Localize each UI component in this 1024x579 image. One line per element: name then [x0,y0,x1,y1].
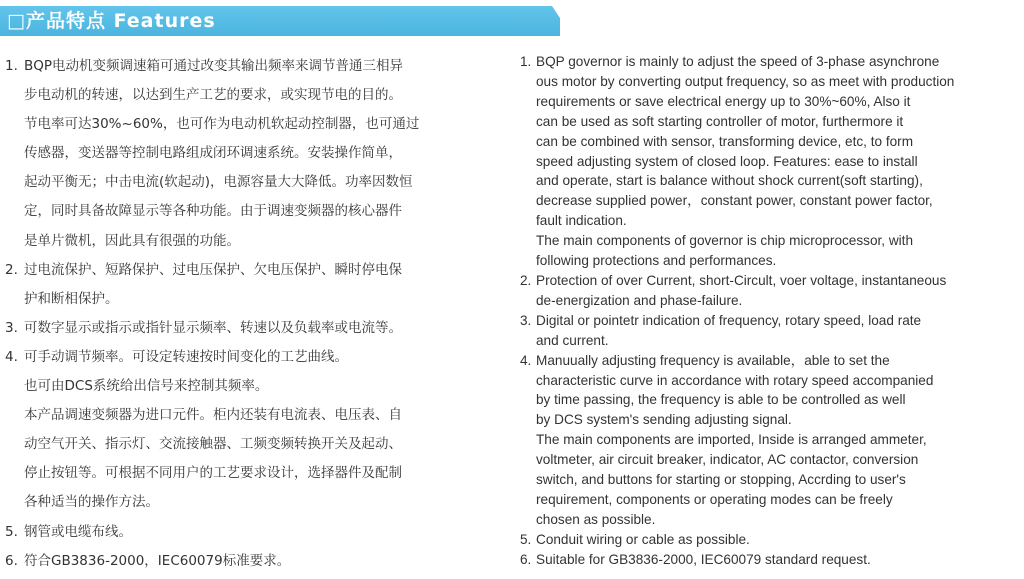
item-text-line: 节电率可达30%~60%，也可作为电动机软起动控制器，也可通过 [24,116,420,133]
item-text-line: 过电流保护、短路保护、过电压保护、欠电压保护、瞬时停电保 [24,261,402,278]
item-text [24,343,495,518]
item-number: 4. [5,348,18,365]
item-text-line: 各种适当的操作方法。 [24,494,159,511]
item-text-line: 也可由DCS系统给出信号来控制其频率。 [24,378,269,395]
features-list-chinese [5,52,495,576]
item-text [536,351,1010,530]
item-text-line: 护和断相保护。 [24,290,119,307]
item-number: 3. [520,312,532,328]
list-item [520,311,1010,351]
item-text-line: voltmeter, air circuit breaker, indicator, AC contactor, conversion [536,452,919,468]
item-number: 6. [5,552,18,569]
item-text-line: chosen as possible. [536,511,656,527]
item-text-line: ous motor by converting output frequency, so as meet with production [536,73,955,89]
item-text-line: 步电动机的转速，以达到生产工艺的要求，或实现节电的目的。 [24,87,402,104]
item-text-line: The main components of governor is chip microprocessor, with [536,233,914,249]
item-number: 1. [5,58,18,74]
item-text-line: de-energization and phase-failure. [536,292,743,308]
features-header-banner [0,6,560,36]
item-text-line: 动空气开关、指示灯、交流接触器、工频变频转换开关及起动、 [24,436,402,453]
item-text-line: BQP电动机变频调速箱可通过改变其输出频率来调节普通三相异 [24,58,404,74]
item-text-line: requirements or save electrical energy up to 30%~60%, Also it [536,93,911,109]
item-text-line: Protection of over Current, short-Circult, voer voltage, instantaneous [536,272,947,288]
list-item [5,343,495,518]
item-text-line: BQP governor is mainly to adjust the speed of 3-phase asynchrone [536,54,940,69]
section-title: □产品特点 Features [7,10,216,32]
item-number: 1. [520,54,532,69]
list-item [5,256,495,314]
list-item [5,52,495,256]
features-list-english [520,52,1010,570]
item-text [536,271,1010,311]
item-text [536,52,1010,271]
item-text-line: by time passing, the frequency is able to be controlled as well [536,392,906,408]
item-text [24,52,495,256]
item-text-line: characteristic curve in accordance with rotary speed accompanied [536,372,934,388]
list-item [5,518,495,547]
item-text-line: can be used as soft starting controller of motor, furthermore it [536,113,904,129]
item-text [536,550,1010,570]
list-item [520,351,1010,530]
item-number: 4. [520,352,532,368]
item-text [536,311,1010,351]
item-text-line: 钢管或电缆布线。 [24,523,132,540]
item-text-line: Suitable for GB3836-2000, IEC60079 standard request. [536,551,871,567]
item-number: 2. [5,261,18,278]
item-text-line: decrease supplied power，constant power, constant power factor, [536,193,933,209]
item-text [24,547,495,576]
item-text-line: 停止按钮等。可根据不同用户的工艺要求设计，选择器件及配制 [24,465,402,482]
item-text-line: Conduit wiring or cable as possible. [536,531,750,547]
item-text-line: Manuually adjusting frequency is available，able to set the [536,352,890,368]
item-text [24,314,495,343]
item-number: 2. [520,272,532,288]
item-text-line: and operate, start is balance without shock current(soft starting), [536,173,923,189]
item-number: 3. [5,319,18,336]
item-text-line: 起动平衡无；中击电流(软起动)，电源容量大大降低。功率因数恒 [24,174,413,191]
item-number: 5. [5,523,18,540]
item-text-line: 本产品调速变频器为进口元件。柜内还装有电流表、电压表、自 [24,407,402,424]
item-text-line: can be combined with sensor, transforming device, etc, to form [536,133,914,149]
item-text-line: and current. [536,332,609,348]
item-text-line: Digital or pointetr indication of frequency, rotary speed, load rate [536,312,922,328]
item-text-line: 符合GB3836-2000，IEC60079标准要求。 [24,552,291,569]
item-text-line: speed adjusting system of closed loop. Features: ease to install [536,153,918,169]
item-text-line: requirement, components or operating modes can be freely [536,491,893,507]
list-item [520,271,1010,311]
item-text [24,518,495,547]
item-text-line: 传感器，变送器等控制电路组成闭环调速系统。安装操作简单， [24,145,402,162]
item-text [24,256,495,314]
item-text [536,530,1010,550]
list-item [520,530,1010,550]
item-text-line: 可数字显示或指示或指针显示频率、转速以及负载率或电流等。 [24,319,402,336]
item-text-line: The main components are imported, Inside is arranged ammeter, [536,432,927,448]
item-text-line: fault indication. [536,213,627,229]
item-text-line: 可手动调节频率。可设定转速按时间变化的工艺曲线。 [24,348,348,365]
item-text-line: following protections and performances. [536,253,777,269]
list-item [5,314,495,343]
list-item [5,547,495,576]
item-text-line: switch, and buttons for starting or stopping, Accrding to user's [536,472,906,488]
item-text-line: 是单片微机，因此具有很强的功能。 [24,232,240,249]
item-text-line: 定，同时具备故障显示等各种功能。由于调速变频器的核心器件 [24,203,402,220]
list-item [520,52,1010,271]
item-number: 6. [520,551,532,567]
item-number: 5. [520,531,532,547]
item-text-line: by DCS system's sending adjusting signal. [536,412,792,428]
list-item [520,550,1010,570]
